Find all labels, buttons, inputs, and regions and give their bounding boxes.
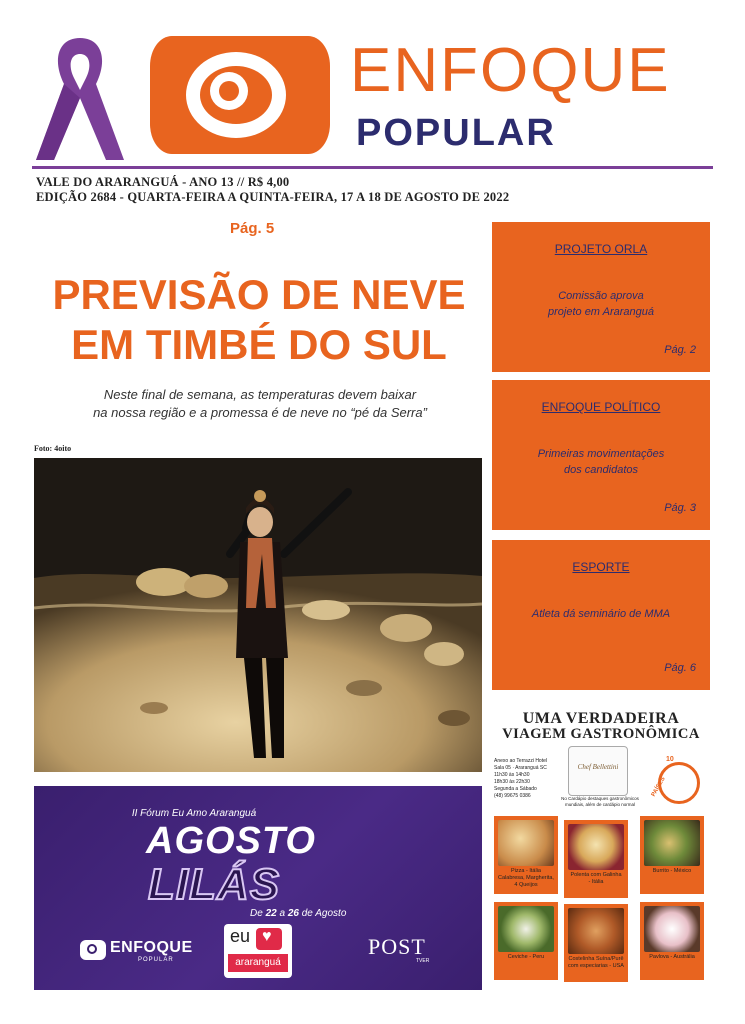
teaser-box-esporte[interactable] <box>492 540 710 690</box>
edition-info-line-2: EDIÇÃO 2684 - QUARTA-FEIRA A QUINTA-FEIRA, 17 A 18 DE AGOSTO DE 2022 <box>36 190 510 204</box>
days-info: Segunda a Sábado <box>494 786 537 792</box>
chef-logo-text: Chef Bellettini <box>577 763 619 771</box>
agosto-lilas-banner <box>34 786 482 990</box>
lead-page-ref: Pág. 5 <box>230 220 275 237</box>
teaser-text-line-2: projeto em Araranguá <box>548 306 654 318</box>
banner-enfoque-subtext: POPULAR <box>138 957 174 963</box>
banner-title-agosto: AGOSTO <box>146 820 316 862</box>
hours-info-2: 18h30 às 22h30 <box>494 779 530 785</box>
countries-count: 10 <box>666 756 674 763</box>
banner-dates-mid: a <box>279 908 286 919</box>
food-photo <box>644 906 700 952</box>
food-caption-line-1: Pavlova - Austrália <box>649 954 695 960</box>
banner-ararangua-text: araranguá <box>228 954 288 972</box>
teaser-text-line-2: dos candidatos <box>564 464 638 476</box>
food-caption-line-2: Calabresa, Margherita, 4 Queijos <box>498 875 554 888</box>
teaser-text <box>512 446 690 478</box>
food-card <box>564 904 628 982</box>
food-card <box>494 902 558 980</box>
eu-amo-ararangua-logo <box>224 924 292 978</box>
teaser-text <box>512 288 690 320</box>
edition-info-line-1: VALE DO ARARANGUÁ - ANO 13 // R$ 4,00 <box>36 175 290 189</box>
lead-headline <box>34 270 484 370</box>
teaser-section[interactable]: PROJETO ORLA <box>554 242 648 256</box>
location-info: Anexo ao Terrazzi Hotel <box>494 758 547 764</box>
lead-subhead-line-2: na nossa região e a promessa é de neve no “pé da Serra” <box>93 405 427 420</box>
food-caption <box>496 954 556 961</box>
teaser-box-enfoque-politico[interactable] <box>492 380 710 530</box>
teaser-text-line-1: Comissão aprova <box>558 290 644 302</box>
banner-enfoque-text: ENFOQUE <box>110 939 193 956</box>
teaser-box-projeto-orla[interactable] <box>492 222 710 372</box>
banner-forum-title: II Fórum Eu Amo Araranguá <box>131 808 257 819</box>
lead-subhead-line-1: Neste final de semana, as temperaturas devem baixar <box>103 387 417 402</box>
ad-note: No Cardápio destaques gastronômicos mundiais, além de cardápio normal <box>561 796 639 807</box>
brand-title: ENFOQUE <box>350 36 671 105</box>
food-caption <box>496 868 556 889</box>
photo-credit: Foto: 4oito <box>34 444 72 453</box>
lead-photo <box>34 458 482 772</box>
teaser-text-line-1: Primeiras movimentações <box>537 448 665 460</box>
food-photo <box>568 824 624 870</box>
masthead-divider <box>32 166 713 169</box>
location-info-2: Sala 05 · Araranguá SC <box>494 765 547 771</box>
food-caption <box>642 868 702 875</box>
ad-title-line-2: VIAGEM GASTRONÔMICA <box>502 726 700 742</box>
banner-dates-pre: De <box>250 908 263 919</box>
food-card <box>640 902 704 980</box>
brand-subtitle: POPULAR <box>356 112 556 154</box>
teaser-text-line-1: Atleta dá seminário de MMA <box>531 608 671 620</box>
banner-post-logo: POST <box>368 934 426 959</box>
lead-headline-line-2: EM TIMBÉ DO SUL <box>71 321 447 368</box>
banner-date-start: 22 <box>265 908 277 919</box>
food-photo <box>644 820 700 866</box>
food-caption-line-1: Polenta com Galinha <box>570 872 622 878</box>
food-photo <box>498 906 554 952</box>
ad-title-line-1: UMA VERDADEIRA <box>522 710 680 727</box>
banner-dates <box>250 908 346 919</box>
banner-eu-text: eu <box>230 926 251 946</box>
food-card <box>494 816 558 894</box>
hours-info-1: 11h30 às 14h30 <box>494 772 530 778</box>
food-caption-line-1: Ceviche - Peru <box>507 954 545 960</box>
food-caption-line-2: com especiarias - USA <box>568 963 624 969</box>
teaser-page-ref: Pág. 6 <box>664 662 696 674</box>
enfoque-small-icon <box>80 940 106 960</box>
food-caption <box>566 872 626 886</box>
banner-title-lilas: LILÁS <box>148 860 281 909</box>
awareness-ribbon-icon <box>28 32 133 164</box>
teaser-section[interactable]: ENFOQUE POLÍTICO <box>541 400 661 414</box>
phone-info: (48) 99675 0386 <box>494 793 531 799</box>
ten-countries-badge <box>650 758 706 810</box>
food-card <box>564 820 628 898</box>
teaser-text <box>512 606 690 622</box>
teaser-page-ref: Pág. 2 <box>664 344 696 356</box>
food-caption-line-1: Burrito - México <box>652 868 692 874</box>
banner-post-subtext: TVER <box>416 958 430 964</box>
food-caption <box>566 956 626 970</box>
countries-label: PAÍSES <box>650 776 667 798</box>
lead-headline-line-1: PREVISÃO DE NEVE <box>52 271 466 318</box>
food-photo <box>568 908 624 954</box>
food-photo <box>498 820 554 866</box>
ad-info <box>494 758 570 800</box>
teaser-page-ref: Pág. 3 <box>664 502 696 514</box>
lead-subhead <box>60 386 460 422</box>
food-card <box>640 816 704 894</box>
food-caption-line-2: - Itália <box>588 879 604 885</box>
banner-dates-post: de Agosto <box>301 908 347 919</box>
enfoque-logo-icon <box>150 36 330 154</box>
chef-logo <box>568 746 628 796</box>
banner-date-end: 26 <box>287 908 299 919</box>
food-caption-line-1: Pizza - Itália <box>511 868 541 874</box>
food-caption-line-1: Costelinha Suína/Purê <box>568 956 624 962</box>
gastronomy-ad <box>492 700 710 990</box>
food-caption <box>642 954 702 961</box>
heart-icon <box>256 928 282 950</box>
teaser-section[interactable]: ESPORTE <box>572 560 630 574</box>
